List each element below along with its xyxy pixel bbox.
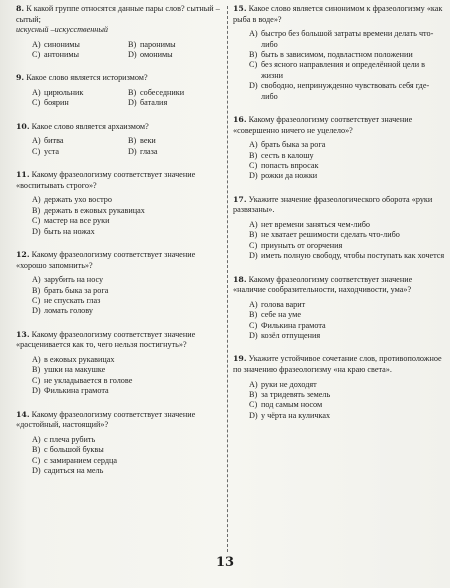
option-text: быть на ножах [44,226,95,236]
answer-option [249,220,445,230]
left-column [16,4,220,489]
question-block [16,330,220,397]
answer-option [249,400,445,410]
option-text: попасть впросак [261,161,319,171]
option-letter: С) [32,98,41,108]
option-text: под самым носом [261,400,323,410]
page-number: 13 [215,555,235,570]
option-text: антонимы [44,50,80,59]
answer-option [32,296,220,306]
question-block [233,4,445,102]
option-letter: D) [32,466,41,476]
question-text [16,410,220,431]
option-letter: В) [128,39,137,49]
option-text: битва [44,136,64,146]
answer-option [249,331,445,341]
option-letter: D) [249,331,258,341]
option-letter: В) [249,230,258,240]
option-text: без ясного направления и определённой цели в жизни [261,60,426,80]
option-letter: С) [32,216,41,226]
option-text: быть в зависимом, подвластном положении [261,50,413,59]
question-number: 15. [233,4,247,13]
question-prompt: Какое слово является архаизмом? [31,121,149,131]
option-text: зарубить на носу [44,275,104,285]
option-letter: D) [128,50,137,59]
answer-option [32,286,220,296]
answer-option [249,161,445,171]
option-text: брать быка за рога [261,140,326,150]
question-text [16,122,220,133]
answer-option [249,300,445,310]
question-text [233,115,445,136]
answer-option [32,98,124,108]
option-text: уста [44,146,60,156]
answer-option [32,456,220,466]
option-letter: D) [249,251,258,261]
option-letter: А) [32,195,41,205]
answer-option [32,88,124,98]
question-block [233,115,445,182]
answer-options [16,435,220,477]
option-letter: D) [128,98,137,108]
option-text: держать ухо востро [44,195,112,205]
answer-option [32,147,124,157]
question-text [233,4,445,25]
question-block [16,170,220,237]
option-letter: С) [32,455,41,465]
column-divider [227,6,228,552]
answer-option [32,227,220,237]
question-block [233,275,445,342]
option-letter: А) [32,39,41,49]
option-text: Филькина грамота [261,320,326,330]
option-text: голова варит [261,299,306,309]
answer-options [16,355,220,397]
option-text: собеседники [140,88,185,97]
option-letter: А) [32,136,41,146]
option-text: с большой буквы [44,445,104,455]
question-text [16,250,220,271]
answer-option [249,81,445,102]
option-text: свободно, непринужденно чувствовать себя где-либо [261,81,430,101]
option-letter: В) [249,390,258,400]
option-text: с замиранием сердца [44,455,117,465]
option-text: паронимы [140,39,176,49]
option-text: не хватает решимости сделать что-либо [261,230,400,240]
question-text [16,330,220,351]
option-text: ломать голову [44,306,93,316]
option-letter: С) [249,320,258,330]
option-text: в ежовых рукавицах [44,355,115,365]
answer-option [32,275,220,285]
option-text: омонимы [140,50,173,59]
option-letter: В) [32,445,41,455]
option-letter: С) [249,60,258,70]
option-text: у чёрта на куличках [261,410,331,420]
question-prompt: Укажите устойчивое сочетание слов, противоположное по значению фразеологизму «на краю света». [233,354,442,375]
question-number: 14. [16,409,30,419]
option-text: быстро без большой затраты времени делать что-либо [261,29,434,49]
question-block [233,354,445,421]
answer-option [249,230,445,240]
answer-option [249,411,445,421]
answer-option [128,147,220,157]
answer-option [32,206,220,216]
option-text: с плеча рубить [44,434,96,444]
option-letter: А) [32,275,41,285]
answer-option [32,445,220,455]
option-letter: А) [249,379,258,389]
answer-option [249,60,445,81]
option-text: цирюльник [44,88,84,97]
question-block [16,4,220,60]
answer-option [128,40,220,50]
question-block [16,73,220,108]
option-text: себе на уме [261,310,301,320]
answer-options [233,380,445,422]
question-prompt: Какому фразеологизму соответствует значение «наличие сообразительности, находчивости, ума»? [233,274,413,295]
option-letter: В) [249,50,258,59]
question-prompt: Какому фразеологизму соответствует значение «воспитывать строго»? [16,170,196,190]
question-prompt: Укажите значение фразеологического оборота «руки развязаны». [233,194,433,215]
answer-option [249,310,445,320]
option-letter: D) [249,81,258,91]
question-prompt: Какое слово является синонимом к фразеологизму «как рыба в воде»? [233,4,443,24]
option-text: за тридевять земель [261,390,331,400]
question-block [16,122,220,157]
option-text: не укладывается в голове [44,375,133,385]
option-letter: А) [32,355,41,365]
question-text [16,170,220,191]
answer-option [32,435,220,445]
option-letter: D) [128,146,137,156]
option-letter: А) [32,88,41,97]
answer-options [16,40,220,61]
question-prompt: Какому фразеологизму соответствует значение «достойный, настоящий»? [16,409,196,430]
answer-option [32,376,220,386]
answer-option [128,98,220,108]
question-text [233,195,445,216]
option-letter: С) [32,375,41,385]
question-number: 16. [233,115,247,125]
answer-options [16,88,220,109]
question-number: 9. [16,73,25,83]
option-letter: D) [249,171,258,181]
option-text: не спускать глаз [44,296,101,306]
question-block [16,250,220,317]
option-letter: С) [32,50,41,59]
answer-options [233,29,445,102]
answer-option [249,380,445,390]
answer-options [233,300,445,342]
question-prompt: Какому фразеологизму соответствует значение «расценивается как то, чего нельзя постигнуть»? [16,329,196,350]
question-text [16,4,220,25]
question-prompt: Какому фразеологизму соответствует значение «хорошо запомнить»? [16,250,196,270]
option-text: держать в ежовых рукавицах [44,205,145,215]
answer-option [32,195,220,205]
answer-option [32,355,220,365]
option-letter: В) [128,88,137,97]
question-text [233,275,445,296]
option-text: синонимы [44,39,80,49]
answer-option [32,306,220,316]
answer-options [233,220,445,262]
option-letter: В) [32,285,41,295]
answer-option [32,50,124,60]
option-text: боярин [44,98,69,108]
question-number: 10. [16,121,30,131]
option-letter: D) [32,306,41,316]
option-letter: D) [32,386,41,396]
option-letter: А) [249,220,258,230]
question-extra: искусный –искусственный [16,25,108,35]
answer-option [249,29,445,50]
answer-option [249,140,445,150]
option-letter: В) [32,365,41,375]
question-prompt: К какой группе относятся данные пары слов? сытный – сытый; [16,4,220,24]
option-letter: А) [249,140,258,150]
option-letter: С) [32,296,41,306]
question-block [233,195,445,262]
answer-options [16,195,220,237]
answer-option [128,136,220,146]
answer-option [32,386,220,396]
question-text [16,73,220,84]
answer-option [249,321,445,331]
answer-option [128,88,220,98]
option-text: ушки на макушке [44,365,106,375]
option-letter: С) [249,161,258,171]
question-number: 19. [233,354,247,364]
option-letter: С) [249,400,258,410]
option-letter: В) [249,310,258,320]
answer-option [128,50,220,60]
answer-options [16,275,220,317]
question-number: 12. [16,250,30,260]
option-text: иметь полную свободу, чтобы поступать как хочется [261,251,445,261]
answer-options [16,136,220,157]
option-letter: А) [32,434,41,444]
option-text: садиться на мель [44,466,104,476]
option-text: брать быка за рога [44,285,109,295]
option-text: приуныть от огорчения [261,240,343,250]
question-prompt: Какое слово является историзмом? [26,73,148,83]
answer-option [249,171,445,181]
option-letter: В) [128,136,137,146]
option-text: рожки да ножки [261,171,318,181]
right-column [233,4,445,434]
option-letter: В) [32,205,41,215]
option-letter: D) [249,410,258,420]
answer-option [32,136,124,146]
option-letter: В) [249,150,258,160]
answer-option [32,365,220,375]
question-number: 18. [233,274,247,284]
option-text: руки не доходят [261,379,317,389]
option-text: нет времени заняться чем-либо [261,220,371,230]
answer-option [249,241,445,251]
question-number: 8. [16,4,25,13]
answer-options [233,140,445,182]
option-text: баталия [140,98,168,108]
answer-option [249,151,445,161]
answer-option [32,216,220,226]
question-number: 17. [233,194,247,204]
option-letter: С) [32,146,41,156]
option-text: глаза [140,146,158,156]
question-number: 13. [16,329,30,339]
question-block [16,410,220,477]
option-letter: А) [249,299,258,309]
option-text: Филькина грамота [44,386,109,396]
question-text [233,354,445,375]
option-letter: D) [32,226,41,236]
option-text: козёл отпущения [261,331,321,341]
question-number: 11. [16,170,30,180]
answer-option [249,251,445,261]
answer-option [249,390,445,400]
question-prompt: Какому фразеологизму соответствует значение «совершенно ничего не уцелело»? [233,115,413,135]
option-text: сесть в калошу [261,150,314,160]
option-text: веки [140,136,156,146]
option-letter: С) [249,240,258,250]
answer-option [249,50,445,60]
answer-option [32,40,124,50]
option-text: мастер на все руки [44,216,110,226]
answer-option [32,466,220,476]
option-letter: А) [249,29,258,39]
